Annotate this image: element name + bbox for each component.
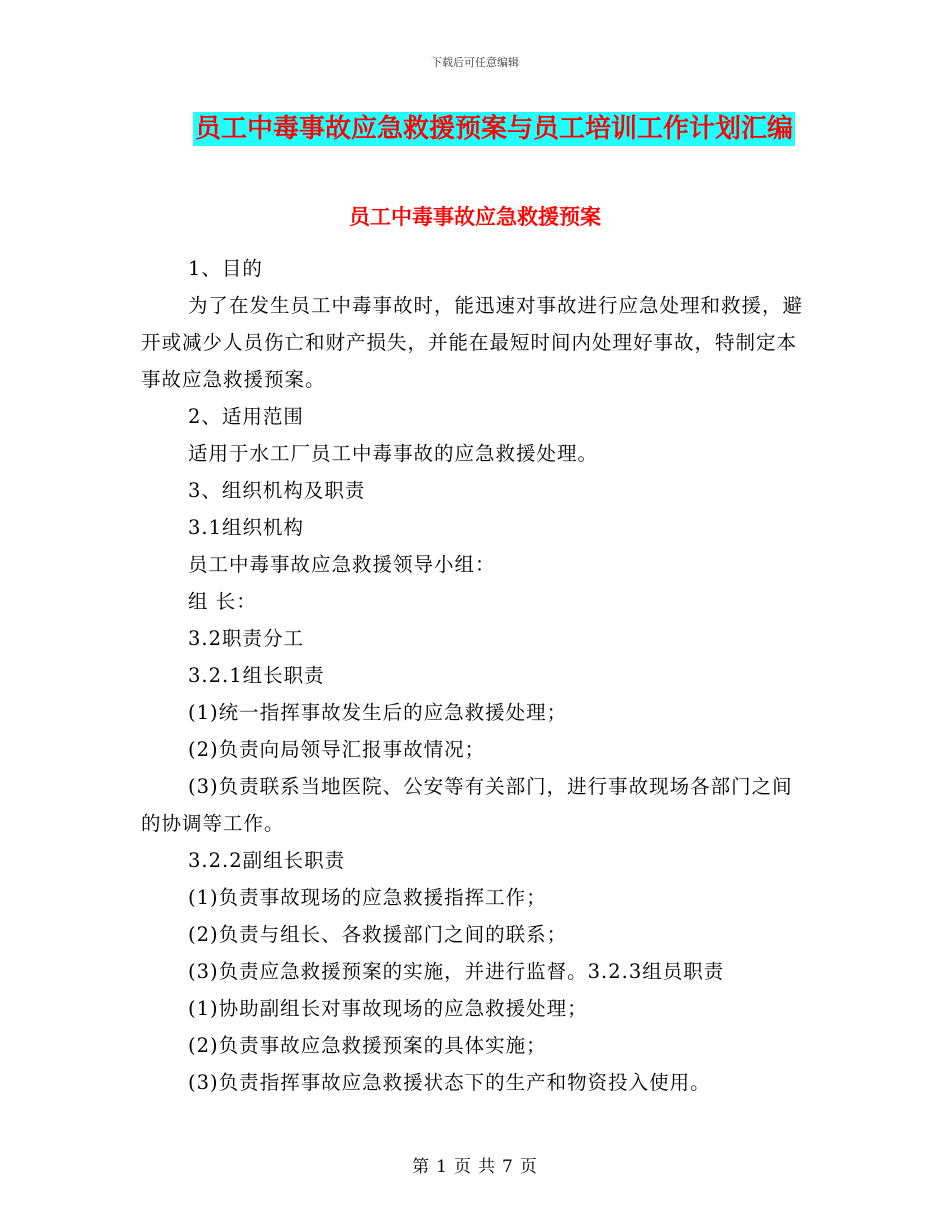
paragraph: 1、目的	[188, 257, 263, 280]
paragraph: 适用于水工厂员工中毒事故的应急救援处理。	[188, 442, 599, 465]
paragraph: (1)协助副组长对事故现场的应急救援处理；	[188, 997, 588, 1020]
paragraph: 3.2职责分工	[188, 627, 305, 650]
paragraph: 3、组织机构及职责	[188, 479, 366, 502]
footer-suffix: 页	[519, 1157, 538, 1177]
footer-page-word: 页	[454, 1157, 472, 1177]
header-note: 下载后可任意编辑	[431, 56, 519, 69]
paragraph: (3)负责指挥事故应急救援状态下的生产和物资投入使用。	[188, 1071, 711, 1094]
footer-page-number: 1	[436, 1157, 448, 1177]
page-footer	[0, 1152, 950, 1177]
paragraph: 3.2.2副组长职责	[188, 849, 346, 872]
main-title: 员工中毒事故应急救援预案与员工培训工作计划汇编	[195, 114, 794, 144]
paragraph: 为了在发生员工中毒事故时，能迅速对事故进行应急处理和救援，避开或减少人员伤亡和财产损失，并能在最短时间内处理好事故，特制定本事故应急救援预案。	[141, 294, 804, 391]
paragraph: 3.2.1组长职责	[188, 664, 325, 687]
section-title: 员工中毒事故应急救援预案	[349, 204, 601, 229]
footer-prefix: 第	[412, 1157, 431, 1177]
paragraph: 员工中毒事故应急救援领导小组：	[188, 553, 496, 576]
paragraph: (2)负责事故应急救援预案的具体实施；	[188, 1034, 547, 1057]
paragraph: 组 长：	[188, 590, 257, 613]
paragraph: (3)负责联系当地医院、公安等有关部门，进行事故现场各部门之间的协调等工作。	[141, 775, 793, 835]
paragraph: (1)负责事故现场的应急救援指挥工作；	[188, 886, 547, 909]
paragraph: (2)负责与组长、各救援部门之间的联系；	[188, 923, 568, 946]
paragraph: (2)负责向局领导汇报事故情况；	[188, 738, 486, 761]
paragraph: 2、适用范围	[188, 405, 304, 428]
paragraph: (3)负责应急救援预案的实施，并进行监督。3.2.3组员职责	[188, 960, 725, 983]
paragraph: (1)统一指挥事故发生后的应急救援处理；	[188, 701, 568, 724]
document-body	[141, 250, 809, 1101]
footer-total-pages: 7	[502, 1157, 514, 1177]
paragraph: 3.1组织机构	[188, 516, 305, 539]
footer-total-prefix: 共	[478, 1157, 496, 1177]
